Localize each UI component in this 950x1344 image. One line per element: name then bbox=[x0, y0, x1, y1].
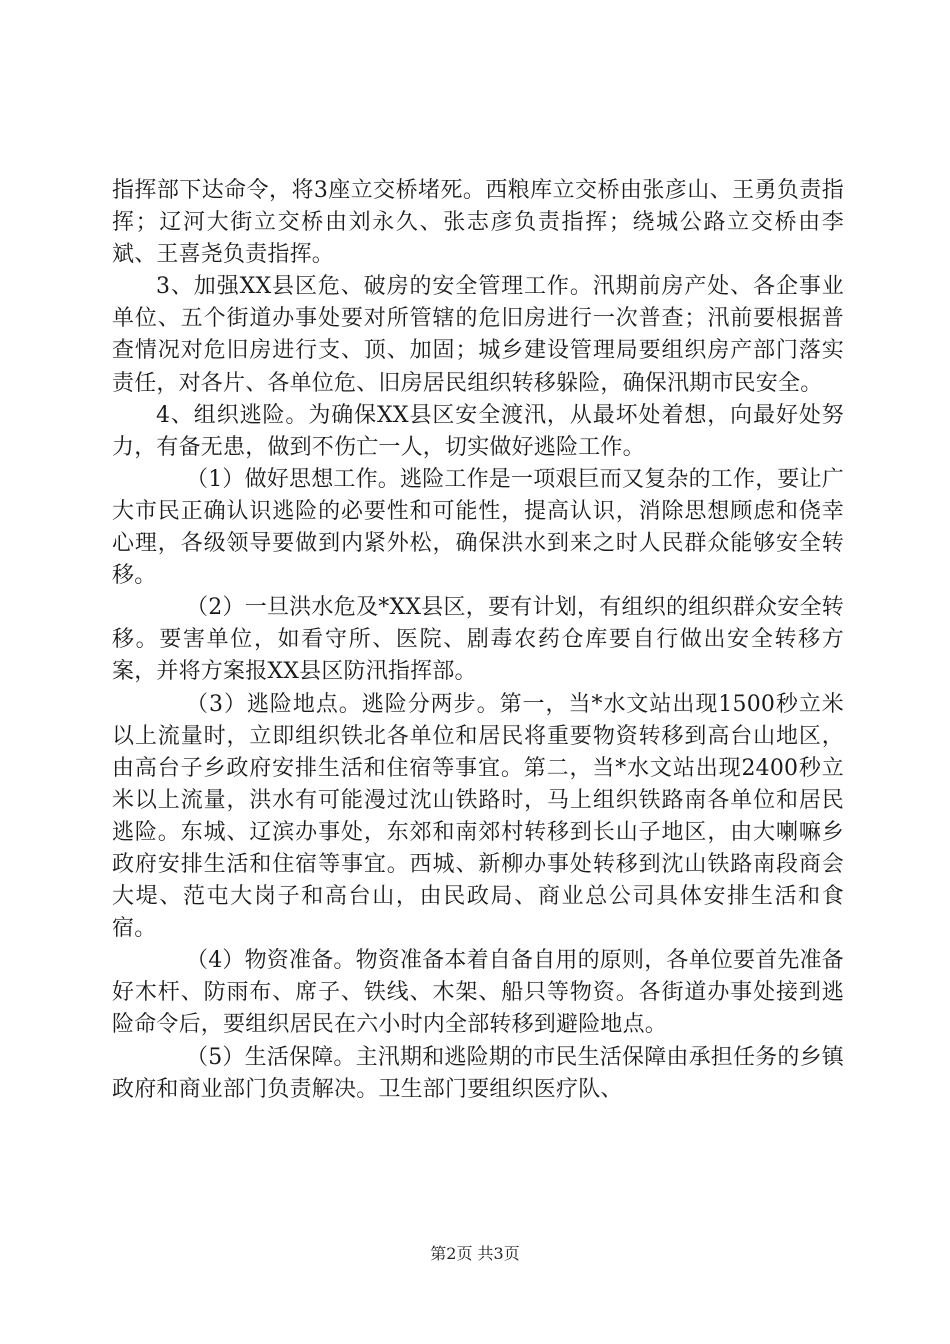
paragraph-evacuation-sites: （3）逃险地点。逃险分两步。第一，当*水文站出现1500秒立米以上流量时，立即组织铁北各单位和居民将重要物资转移到高台山地区，由高台子乡政府安排生活和住宿等事宜。第二，当*水文站出现2400秒立米以上流量，洪水有可能漫过沈山铁路时，马上组织铁路南各单位和居民逃险。东城、辽滨办事处，东郊和南郊村转移到长山子地区，由大喇嘛乡政府安排生活和住宿等事宜。西城、新柳办事处转移到沈山铁路南段商会大堤、范屯大岗子和高台山，由民政局、商业总公司具体安排生活和食宿。 bbox=[112, 691, 844, 942]
paragraph-dangerous-housing: 3、加强XX县区危、破房的安全管理工作。汛期前房产处、各企事业单位、五个街道办事处要对所管辖的危旧房进行一次普查；汛前要根据普查情况对危旧房进行支、顶、加固；城乡建设管理局要组织房产部门落实责任，对各片、各单位危、旧房居民组织转移躲险，确保汛期市民安全。 bbox=[112, 274, 844, 396]
paragraph-material-preparation: （4）物资准备。物资准备本着自备自用的原则，各单位要首先准备好木杆、防雨布、席子、铁线、木架、船只等物资。各街道办事处接到逃险命令后，要组织居民在六小时内全部转移到避险地点。 bbox=[112, 948, 844, 1038]
paragraph-living-support: （5）生活保障。主汛期和逃险期的市民生活保障由承担任务的乡镇政府和商业部门负责解决。卫生部门要组织医疗队、 bbox=[112, 1044, 844, 1102]
document-body bbox=[112, 175, 844, 1106]
paragraph-organize-evacuation: 4、组织逃险。为确保XX县区安全渡汛，从最坏处着想，向最好处努力，有备无患，做到不伤亡一人，切实做好逃险工作。 bbox=[112, 402, 844, 460]
paragraph-ideological-work: （1）做好思想工作。逃险工作是一项艰巨而又复杂的工作，要让广大市民正确认识逃险的必要性和可能性，提高认识，消除思想顾虑和侥幸心理，各级领导要做到内紧外松，确保洪水到来之时人民群众能够安全转移。 bbox=[112, 466, 844, 589]
paragraph-flood-transfer: （2）一旦洪水危及*XX县区，要有计划，有组织的组织群众安全转移。要害单位，如看守所、医院、剧毒农药仓库要自行做出安全转移方案，并将方案报XX县区防汛指挥部。 bbox=[112, 595, 844, 685]
page-number-footer: 第2页 共3页 bbox=[430, 1244, 520, 1263]
paragraph-bridge-command: 指挥部下达命令，将3座立交桥堵死。西粮库立交桥由张彦山、王勇负责指挥；辽河大街立交桥由刘永久、张志彦负责指挥；绕城公路立交桥由李斌、王喜尧负责指挥。 bbox=[112, 178, 844, 268]
